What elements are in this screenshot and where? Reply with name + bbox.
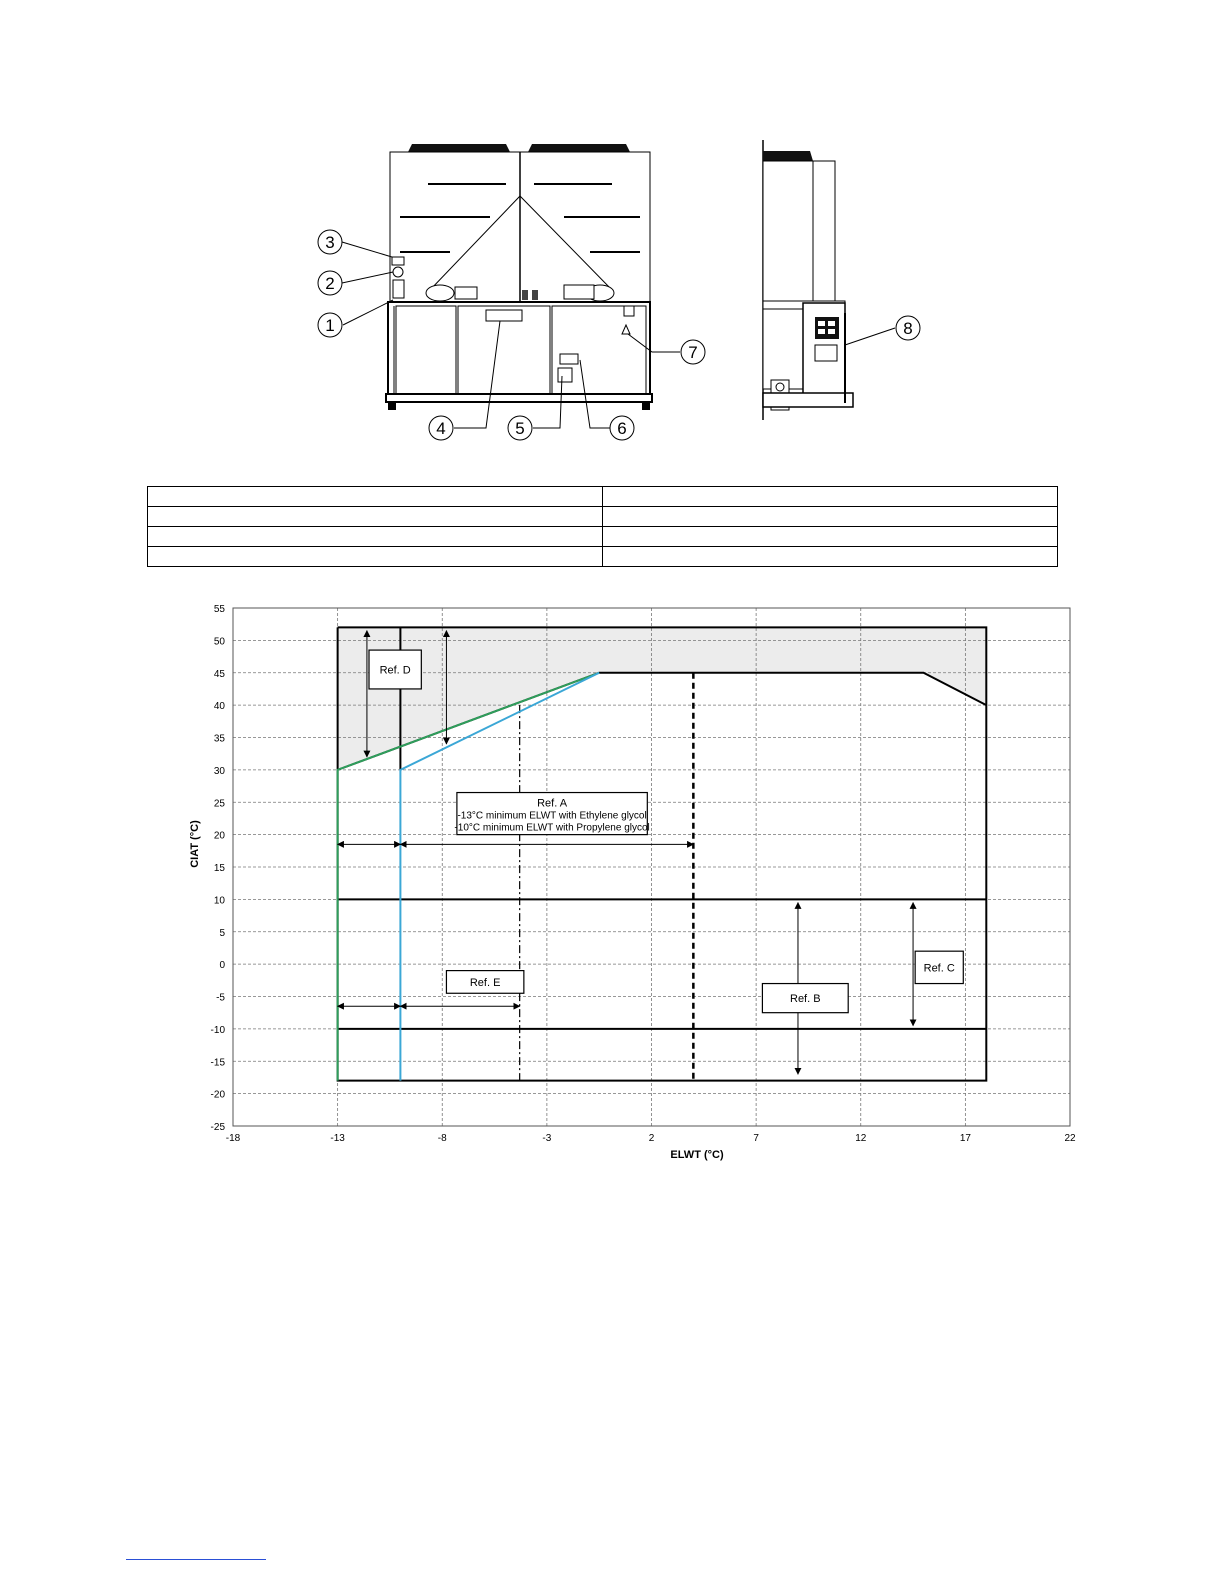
annotation-text: Ref. E xyxy=(469,976,501,989)
x-tick-label: 22 xyxy=(1064,1133,1076,1144)
x-tick-label: -8 xyxy=(437,1133,447,1144)
callout-4 xyxy=(429,416,453,440)
table-row xyxy=(148,507,1058,527)
table-cell xyxy=(148,507,603,527)
y-tick-label: -15 xyxy=(210,1057,225,1069)
table-cell xyxy=(603,547,1058,567)
table-cell xyxy=(603,487,1058,507)
x-tick-label: 17 xyxy=(959,1133,971,1144)
x-tick-label: 12 xyxy=(855,1133,867,1144)
shaded-region xyxy=(338,627,987,769)
y-tick-label: 50 xyxy=(213,636,225,648)
svg-text:4: 4 xyxy=(436,419,446,438)
annotation-text: Ref. D xyxy=(379,664,411,677)
y-tick-label: -20 xyxy=(210,1089,225,1101)
annotation-text: Ref. B xyxy=(790,993,821,1006)
callout-8 xyxy=(896,316,920,340)
y-tick-label: -25 xyxy=(210,1122,225,1133)
svg-text:2: 2 xyxy=(325,274,335,293)
x-tick-label: -3 xyxy=(542,1133,552,1144)
table-cell xyxy=(603,507,1058,527)
callout-2 xyxy=(318,271,342,295)
y-tick-label: 5 xyxy=(219,927,225,939)
y-tick-label: 45 xyxy=(213,668,225,680)
table-cell xyxy=(148,547,603,567)
y-tick-label: 35 xyxy=(213,733,225,745)
y-tick-label: 55 xyxy=(213,604,225,615)
y-tick-label: -5 xyxy=(216,992,225,1004)
unit-front-view-drawing xyxy=(300,130,730,450)
y-tick-label: -10 xyxy=(210,1024,225,1036)
callout-7 xyxy=(681,340,705,364)
annotation-text: -13°C minimum ELWT with Ethylene glycol xyxy=(457,810,647,822)
annotation-text: Ref. C xyxy=(923,962,955,975)
annotation-text: -10°C minimum ELWT with Propylene glycol xyxy=(454,822,650,834)
svg-text:5: 5 xyxy=(515,419,525,438)
callout-5 xyxy=(508,416,532,440)
y-tick-label: 15 xyxy=(213,863,225,874)
y-tick-label: 25 xyxy=(213,798,225,810)
x-tick-label: -13 xyxy=(330,1133,345,1144)
svg-text:8: 8 xyxy=(903,319,913,338)
unit-side-view-drawing xyxy=(755,135,935,425)
table-row xyxy=(148,527,1058,547)
x-axis-label: ELWT (°C) xyxy=(670,1149,724,1161)
y-tick-label: 0 xyxy=(219,960,225,972)
table-row xyxy=(148,487,1058,507)
y-tick-label: 40 xyxy=(213,701,225,713)
y-tick-label: 30 xyxy=(213,765,225,777)
svg-text:1: 1 xyxy=(325,316,335,335)
y-tick-label: 10 xyxy=(213,895,225,907)
table-cell xyxy=(603,527,1058,547)
y-tick-label: 20 xyxy=(213,830,225,842)
x-tick-label: -18 xyxy=(225,1133,241,1144)
table-cell xyxy=(148,487,603,507)
operating-range-chart xyxy=(180,596,1090,1172)
table-row xyxy=(148,547,1058,567)
svg-text:6: 6 xyxy=(617,419,627,438)
footnote-rule xyxy=(126,1559,266,1560)
y-axis-label: CIAT (°C) xyxy=(189,820,201,868)
callout-3 xyxy=(318,230,342,254)
callout-1 xyxy=(318,313,342,337)
callout-6 xyxy=(610,416,634,440)
x-tick-label: 2 xyxy=(648,1133,655,1144)
svg-text:7: 7 xyxy=(688,343,698,362)
table-cell xyxy=(148,527,603,547)
svg-text:3: 3 xyxy=(325,233,335,252)
x-tick-label: 7 xyxy=(753,1133,759,1144)
annotation-text: Ref. A xyxy=(537,797,568,810)
blank-table xyxy=(147,486,1058,567)
